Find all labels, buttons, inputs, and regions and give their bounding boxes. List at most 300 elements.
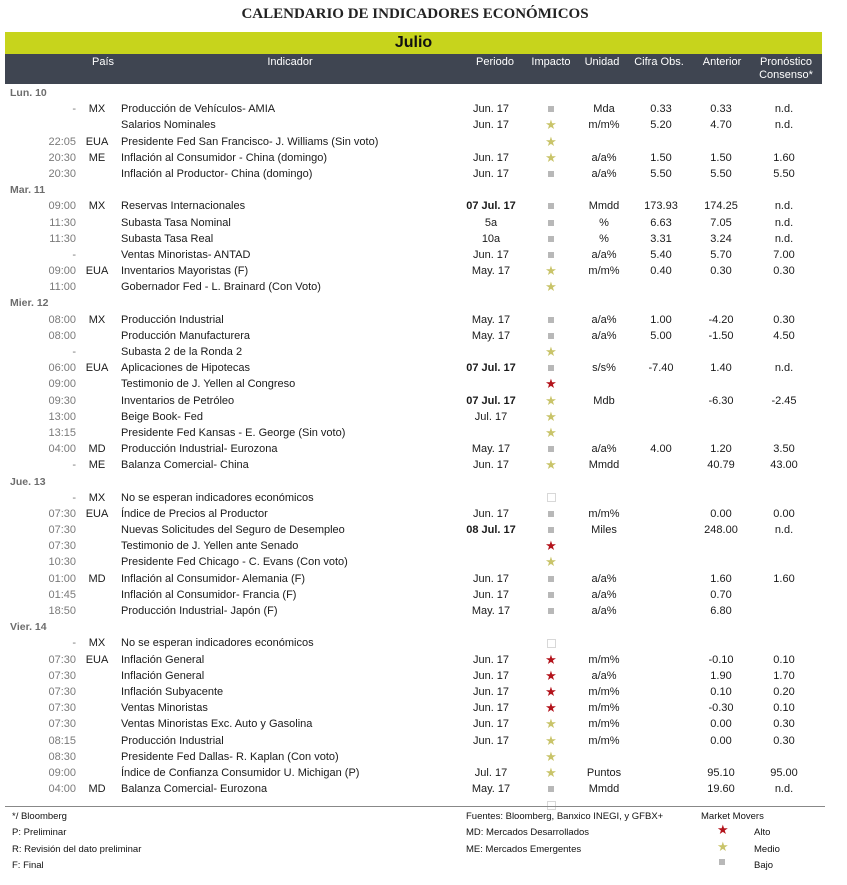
table-row [0, 506, 847, 522]
observed-cell: 0.33 [650, 103, 672, 116]
table-row [0, 441, 847, 457]
star-medium-icon: ★ [545, 117, 557, 133]
time-cell: - [72, 637, 76, 650]
indicator-cell: Índice de Precios al Productor [121, 507, 268, 520]
table-row [0, 101, 847, 117]
indicator-cell: Producción Industrial [121, 734, 224, 747]
observed-cell: 4.00 [650, 443, 672, 456]
unit-cell: m/m% [588, 507, 620, 520]
unit-cell: m/m% [588, 685, 620, 698]
table-header [5, 54, 822, 84]
star-high-icon: ★ [545, 683, 557, 699]
indicator-cell: Inflación al Consumidor - China (domingo) [121, 151, 328, 164]
unit-cell: m/m% [588, 702, 620, 715]
table-row [0, 587, 847, 603]
star-medium-icon: ★ [545, 392, 557, 408]
forecast-cell: 0.20 [773, 685, 795, 698]
previous-cell: 0.00 [710, 734, 732, 747]
table-row [0, 684, 847, 700]
day-label: Lun. 10 [10, 87, 47, 99]
table-row [0, 765, 847, 781]
indicator-cell: Inventarios Mayoristas (F) [121, 265, 249, 278]
note-bloomberg: */ Bloomberg [12, 811, 67, 822]
period-cell: May. 17 [471, 443, 511, 456]
previous-cell: 95.10 [707, 766, 735, 779]
country-cell: MD [88, 443, 106, 456]
time-cell: 09:00 [48, 265, 76, 278]
indicator-cell: Ventas Minoristas Exc. Auto y Gasolina [121, 718, 313, 731]
time-cell: 08:00 [48, 329, 76, 342]
period-cell: Jun. 17 [472, 459, 510, 472]
country-cell: EUA [85, 507, 109, 520]
unit-cell: Puntos [586, 766, 622, 779]
unit-cell: Miles [591, 524, 617, 537]
time-cell: 07:30 [48, 540, 76, 553]
table-row [0, 733, 847, 749]
previous-cell: 4.70 [710, 119, 732, 132]
previous-cell: 0.00 [710, 718, 732, 731]
observed-cell: 6.63 [650, 216, 672, 229]
day-row [0, 295, 847, 311]
time-cell: 07:30 [48, 507, 76, 520]
star-medium-icon: ★ [545, 149, 557, 165]
observed-cell: 5.50 [650, 167, 672, 180]
indicator-cell: Inflación General [121, 653, 205, 666]
header-pronostico [753, 56, 819, 82]
indicator-cell: Presidente Fed San Francisco- J. Williams (Sin voto) [121, 135, 379, 148]
table-row [0, 652, 847, 668]
forecast-cell: -2.45 [771, 394, 797, 407]
unit-cell: a/a% [591, 572, 617, 585]
observed-cell: -7.40 [648, 362, 674, 375]
table-row [0, 166, 847, 182]
time-cell: 09:00 [48, 766, 76, 779]
country-cell: EUA [85, 362, 109, 375]
day-label: Mar. 11 [10, 184, 46, 197]
table-row [0, 134, 847, 150]
calendar-table [0, 85, 847, 813]
square-low-icon [541, 101, 561, 117]
time-cell: - [72, 248, 76, 261]
time-cell: 11:00 [49, 281, 76, 294]
square-low-icon [541, 441, 561, 457]
star-medium-icon: ★ [545, 764, 557, 780]
time-cell: 08:30 [48, 750, 76, 763]
indicator-cell: Inflación General [121, 669, 205, 682]
table-row [0, 215, 847, 231]
country-cell: EUA [85, 653, 109, 666]
indicator-cell: Subasta Tasa Nominal [121, 216, 231, 229]
star-medium-icon: ★ [717, 839, 729, 854]
header-pais: País [91, 56, 114, 68]
header-unidad: Unidad [584, 56, 620, 68]
unit-cell: a/a% [591, 248, 617, 261]
star-medium-icon: ★ [545, 408, 557, 424]
observed-cell: 0.40 [650, 265, 672, 278]
forecast-cell: n.d. [774, 524, 794, 537]
period-cell: Jun. 17 [472, 103, 510, 116]
period-cell: May. 17 [471, 313, 511, 326]
country-cell: MX [88, 491, 106, 504]
header-pronostico-line1: Pronóstico [760, 56, 812, 68]
indicator-cell: Nuevas Solicitudes del Seguro de Desempleo [121, 524, 345, 537]
time-cell: 20:30 [48, 151, 76, 164]
indicator-cell: Reservas Internacionales [121, 200, 246, 213]
country-cell: ME [88, 459, 106, 472]
indicator-cell: Producción Industrial [121, 313, 224, 326]
header-anterior: Anterior [702, 56, 742, 68]
period-cell: 08 Jul. 17 [466, 524, 516, 537]
star-medium-icon: ★ [545, 748, 557, 764]
forecast-cell: 0.10 [773, 702, 795, 715]
header-periodo: Periodo [476, 56, 514, 68]
market-movers-title: Market Movers [701, 811, 764, 822]
indicator-cell: Producción de Vehículos- AMIA [121, 103, 276, 116]
table-row [0, 668, 847, 684]
time-cell: 11:30 [49, 232, 76, 245]
forecast-cell: n.d. [774, 103, 794, 116]
time-cell: 09:00 [48, 378, 76, 391]
period-cell: Jun. 17 [472, 685, 510, 698]
day-label: Mier. 12 [10, 297, 49, 310]
table-row [0, 393, 847, 409]
forecast-cell: 1.70 [773, 669, 795, 682]
unit-cell: m/m% [588, 119, 620, 132]
star-medium-icon: ★ [545, 263, 557, 279]
unit-cell: m/m% [588, 653, 620, 666]
header-impacto: Impacto [531, 56, 571, 68]
table-row [0, 279, 847, 295]
time-cell: 01:45 [48, 588, 76, 601]
square-low-icon [541, 231, 561, 247]
time-cell: - [72, 459, 76, 472]
indicator-cell: Testimonio de J. Yellen ante Senado [121, 540, 299, 553]
table-row [0, 749, 847, 765]
forecast-cell: 5.50 [773, 167, 795, 180]
legend-alto: Alto [754, 827, 771, 838]
forecast-cell: 0.00 [773, 507, 795, 520]
observed-cell: 1.00 [650, 313, 672, 326]
previous-cell: 1.40 [710, 362, 732, 375]
unit-cell: Mdb [593, 394, 615, 407]
star-high-icon: ★ [717, 822, 729, 837]
forecast-cell: n.d. [774, 200, 794, 213]
indicator-cell: Producción Manufacturera [121, 329, 251, 342]
square-low-icon [541, 571, 561, 587]
period-cell: Jun. 17 [472, 669, 510, 682]
table-row [0, 344, 847, 360]
star-high-icon: ★ [545, 538, 557, 554]
table-row [0, 490, 847, 506]
forecast-cell: n.d. [774, 119, 794, 132]
country-cell: MD [88, 572, 106, 585]
table-row [0, 635, 847, 651]
day-label: Vier. 14 [10, 621, 47, 634]
table-row [0, 360, 847, 376]
period-cell: Jul. 17 [474, 766, 508, 779]
indicator-cell: Inflación al Consumidor- Alemania (F) [121, 572, 306, 585]
indicator-cell: Balanza Comercial- Eurozona [121, 783, 268, 796]
table-row [0, 376, 847, 392]
time-cell: 07:30 [48, 718, 76, 731]
day-row [0, 182, 847, 198]
square-low-icon [541, 781, 561, 797]
previous-cell: -0.10 [708, 653, 734, 666]
time-cell: 04:00 [48, 783, 76, 796]
previous-cell: 5.70 [710, 248, 732, 261]
previous-cell: 0.70 [710, 588, 732, 601]
star-medium-icon: ★ [545, 716, 557, 732]
indicator-cell: Subasta 2 de la Ronda 2 [121, 346, 243, 358]
period-cell: Jun. 17 [472, 702, 510, 715]
previous-cell: 1.90 [710, 669, 732, 682]
observed-cell: 1.50 [650, 151, 672, 164]
unit-cell: s/s% [592, 362, 616, 375]
star-medium-icon: ★ [545, 344, 557, 359]
indicator-cell: Subasta Tasa Real [121, 232, 214, 245]
forecast-cell: n.d. [774, 232, 794, 245]
table-row [0, 522, 847, 538]
unit-cell: a/a% [591, 167, 617, 180]
previous-cell: 3.24 [710, 232, 732, 245]
forecast-cell: 1.60 [773, 151, 795, 164]
previous-cell: 6.80 [710, 605, 732, 617]
time-cell: - [72, 491, 76, 504]
previous-cell: 0.10 [710, 685, 732, 698]
forecast-cell: 1.60 [773, 572, 795, 585]
period-cell: Jul. 17 [474, 410, 508, 423]
unit-cell: Mmdd [588, 200, 620, 213]
indicator-cell: Inflación al Productor- China (domingo) [121, 167, 313, 180]
header-pronostico-line2: Consenso* [759, 69, 813, 81]
previous-cell: 7.05 [710, 216, 732, 229]
unit-cell: % [599, 216, 609, 229]
time-cell: 20:30 [48, 167, 76, 180]
indicator-cell: No se esperan indicadores económicos [121, 637, 314, 650]
table-row [0, 117, 847, 133]
unit-cell: a/a% [591, 329, 617, 342]
square-low-icon [541, 328, 561, 344]
sources-text: Fuentes: Bloomberg, Banxico INEGI, y GFBX+ [466, 811, 664, 822]
table-row [0, 781, 847, 797]
period-cell: 07 Jul. 17 [466, 200, 516, 213]
period-cell: May. 17 [471, 265, 511, 278]
period-cell: Jun. 17 [472, 248, 510, 261]
star-medium-icon: ★ [545, 133, 557, 149]
country-cell: MX [88, 637, 106, 650]
legend-medio: Medio [754, 844, 780, 855]
forecast-cell: 0.30 [773, 265, 795, 278]
observed-cell: 5.40 [650, 248, 672, 261]
table-row [0, 263, 847, 279]
country-cell: MX [88, 313, 106, 326]
unit-cell: m/m% [588, 718, 620, 731]
indicator-cell: Producción Industrial- Eurozona [121, 443, 278, 456]
square-low-icon [541, 198, 561, 214]
indicator-cell: Ventas Minoristas- ANTAD [121, 248, 251, 261]
forecast-cell: 4.50 [773, 329, 795, 342]
time-cell: - [72, 346, 76, 358]
indicator-cell: Gobernador Fed - L. Brainard (Con Voto) [121, 281, 321, 294]
square-low-icon [541, 247, 561, 263]
time-cell: 08:00 [48, 313, 76, 326]
forecast-cell: n.d. [774, 783, 794, 796]
country-cell: MX [88, 103, 106, 116]
period-cell: Jun. 17 [472, 588, 510, 601]
note-revision: R: Revisión del dato preliminar [12, 844, 142, 855]
observed-cell: 5.00 [650, 329, 672, 342]
square-low-icon [541, 360, 561, 376]
star-medium-icon: ★ [545, 732, 557, 748]
time-cell: - [72, 103, 76, 116]
table-row [0, 231, 847, 247]
time-cell: 07:30 [48, 524, 76, 537]
period-cell: Jun. 17 [472, 167, 510, 180]
day-row [0, 474, 847, 490]
square-empty-icon [541, 490, 561, 506]
time-cell: 09:00 [48, 200, 76, 213]
time-cell: 01:00 [48, 572, 76, 585]
square-low-icon [541, 587, 561, 603]
indicator-cell: Beige Book- Fed [121, 410, 203, 423]
indicator-cell: Ventas Minoristas [121, 702, 208, 715]
unit-cell: a/a% [591, 669, 617, 682]
previous-cell: -1.50 [708, 329, 734, 342]
time-cell: 18:50 [48, 605, 76, 617]
table-row [0, 150, 847, 166]
unit-cell: a/a% [591, 443, 617, 456]
previous-cell: 1.60 [710, 572, 732, 585]
table-row [0, 425, 847, 441]
md-legend: MD: Mercados Desarrollados [466, 827, 590, 838]
period-cell: Jun. 17 [472, 572, 510, 585]
unit-cell: m/m% [588, 734, 620, 747]
unit-cell: % [599, 232, 609, 245]
time-cell: 07:30 [48, 685, 76, 698]
period-cell: Jun. 17 [472, 119, 510, 132]
time-cell: 07:30 [48, 653, 76, 666]
time-cell: 09:30 [48, 394, 76, 407]
unit-cell: a/a% [591, 313, 617, 326]
note-preliminar: P: Preliminar [12, 827, 67, 838]
unit-cell: Mda [593, 103, 615, 116]
forecast-cell: 3.50 [773, 443, 795, 456]
time-cell: 13:00 [48, 410, 76, 423]
indicator-cell: Balanza Comercial- China [121, 459, 249, 472]
table-row [0, 198, 847, 214]
square-low-icon [541, 215, 561, 231]
time-cell: 11:30 [49, 216, 76, 229]
indicator-cell: Aplicaciones de Hipotecas [121, 362, 251, 375]
legend-bajo: Bajo [754, 860, 774, 871]
period-cell: Jun. 17 [472, 507, 510, 520]
day-label: Jue. 13 [10, 475, 46, 488]
indicator-cell: Presidente Fed Chicago - C. Evans (Con voto) [121, 556, 348, 569]
forecast-cell: 7.00 [773, 248, 795, 261]
table-row [0, 247, 847, 263]
period-cell: 10a [481, 232, 501, 245]
star-medium-icon: ★ [545, 279, 557, 295]
indicator-cell: Inventarios de Petróleo [121, 394, 235, 407]
previous-cell: 248.00 [704, 524, 738, 537]
previous-cell: 0.33 [710, 103, 732, 116]
period-cell: Jun. 17 [472, 151, 510, 164]
period-cell: May. 17 [471, 329, 511, 342]
indicator-cell: Presidente Fed Dallas- R. Kaplan (Con voto) [121, 750, 339, 763]
note-final: F: Final [12, 860, 44, 871]
square-low-icon [541, 522, 561, 538]
table-row [0, 538, 847, 554]
header-indicador: Indicador [267, 56, 313, 68]
time-cell: 13:15 [48, 426, 76, 439]
star-high-icon: ★ [545, 651, 557, 667]
forecast-cell: 0.30 [773, 734, 795, 747]
indicator-cell: No se esperan indicadores económicos [121, 491, 314, 504]
period-cell: May. 17 [471, 605, 511, 617]
month-bar: Julio [5, 32, 822, 54]
square-low-icon [719, 857, 725, 868]
unit-cell: a/a% [591, 588, 617, 601]
period-cell: 07 Jul. 17 [466, 394, 516, 407]
observed-cell: 5.20 [650, 119, 672, 132]
table-row [0, 700, 847, 716]
header-cifra: Cifra Obs. [634, 56, 684, 68]
previous-cell: 174.25 [704, 200, 738, 213]
indicator-cell: Inflación al Consumidor- Francia (F) [121, 588, 297, 601]
square-low-icon [541, 312, 561, 328]
forecast-cell: 95.00 [770, 766, 798, 779]
day-row [0, 619, 847, 635]
forecast-cell: n.d. [774, 216, 794, 229]
table-row [0, 716, 847, 732]
table-row [0, 554, 847, 570]
indicator-cell: Inflación Subyacente [121, 685, 224, 698]
observed-cell: 3.31 [650, 232, 672, 245]
footer-divider [5, 806, 825, 807]
previous-cell: 0.00 [710, 507, 732, 520]
indicator-cell: Testimonio de J. Yellen al Congreso [121, 378, 296, 391]
country-cell: ME [88, 151, 106, 164]
time-cell: 22:05 [48, 135, 76, 148]
star-medium-icon: ★ [545, 457, 557, 473]
country-cell: EUA [85, 265, 109, 278]
table-row [0, 409, 847, 425]
table-row [0, 603, 847, 619]
time-cell: 04:00 [48, 443, 76, 456]
forecast-cell: 0.10 [773, 653, 795, 666]
previous-cell: 5.50 [710, 167, 732, 180]
unit-cell: a/a% [591, 605, 617, 617]
forecast-cell: 43.00 [770, 459, 798, 472]
star-high-icon: ★ [545, 376, 557, 392]
square-low-icon [541, 506, 561, 522]
unit-cell: m/m% [588, 265, 620, 278]
forecast-cell: 0.30 [773, 718, 795, 731]
table-row [0, 312, 847, 328]
period-cell: May. 17 [471, 783, 511, 796]
period-cell: Jun. 17 [472, 718, 510, 731]
unit-cell: Mmdd [588, 783, 620, 796]
unit-cell: Mmdd [588, 459, 620, 472]
star-high-icon: ★ [545, 700, 557, 716]
time-cell: 07:30 [48, 702, 76, 715]
square-empty-icon [541, 635, 561, 651]
table-row [0, 571, 847, 587]
country-cell: MD [88, 783, 106, 796]
observed-cell: 173.93 [644, 200, 678, 213]
previous-cell: -6.30 [708, 394, 734, 407]
me-legend: ME: Mercados Emergentes [466, 844, 582, 855]
